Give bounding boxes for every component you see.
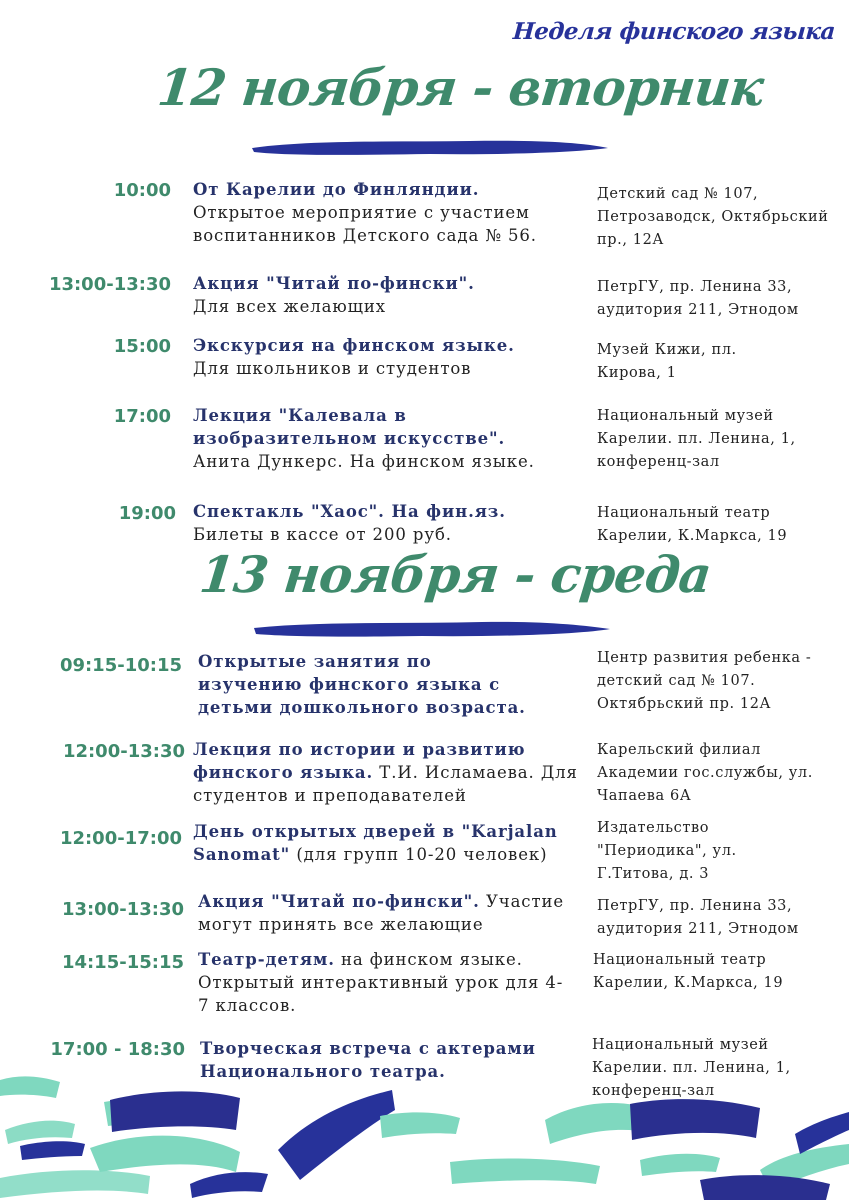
decorative-brush-strokes bbox=[0, 1060, 849, 1200]
event-description bbox=[198, 948, 573, 1017]
event-title: Спектакль "Хаос". На фин.яз. bbox=[193, 502, 506, 521]
event-desc: на финском языке. Открытый интерактивный урок для 4-7 классов. bbox=[198, 950, 564, 1015]
event-desc: Для всех желающих bbox=[193, 297, 386, 316]
event-desc: Для школьников и студентов bbox=[193, 359, 472, 378]
event-desc: Т.И. Исламаева. Для студентов и преподавателей bbox=[193, 763, 578, 805]
event-time: 12:00-13:30 bbox=[62, 741, 185, 762]
event-description bbox=[193, 178, 593, 247]
event-location: Национальный музей Карелии. пл. Ленина, 1, конференц-зал bbox=[592, 1037, 791, 1099]
event-title: Лекция "Калевала в изобразительном искусстве". bbox=[193, 406, 506, 448]
event-location: ПетрГУ, пр. Ленина 33, аудитория 211, Этнодом bbox=[597, 898, 799, 937]
event-time: 13:00-13:30 bbox=[61, 899, 184, 920]
event-time: 09:15-10:15 bbox=[59, 655, 182, 676]
event-description bbox=[193, 738, 578, 807]
event-desc: Открытое мероприятие с участием воспитанников Детского сада № 56. bbox=[193, 203, 537, 245]
event-title: От Карелии до Финляндии. bbox=[193, 180, 480, 199]
event-time: 14:15-15:15 bbox=[61, 952, 184, 973]
event-desc: Анита Дункерс. На финском языке. bbox=[193, 452, 535, 471]
brush-underline bbox=[252, 618, 612, 640]
event-desc: Участие могут принять все желающие bbox=[198, 892, 565, 934]
event-description bbox=[193, 334, 593, 380]
event-time: 17:00 bbox=[113, 406, 171, 427]
event-time: 19:00 bbox=[118, 503, 176, 524]
event-title: Театр-детям. bbox=[198, 950, 335, 969]
event-time: 13:00-13:30 bbox=[48, 274, 171, 295]
event-description bbox=[193, 500, 593, 546]
event-location: ПетрГУ, пр. Ленина 33, аудитория 211, Этнодом bbox=[597, 279, 799, 318]
event-title: Акция "Читай по-фински". bbox=[193, 274, 475, 293]
event-description bbox=[193, 404, 593, 473]
event-title: Акция "Читай по-фински". bbox=[198, 892, 480, 911]
day-title: 13 ноября - среда bbox=[196, 545, 714, 604]
event-time: 12:00-17:00 bbox=[59, 828, 182, 849]
event-description bbox=[198, 890, 593, 936]
event-title: Открытые занятия по изучению финского языка с детьми дошкольного возраста. bbox=[198, 652, 526, 717]
event-title: Творческая встреча с актерами Национального театра. bbox=[200, 1039, 536, 1081]
event-location: Национальный театр Карелии, К.Маркса, 19 bbox=[597, 505, 788, 544]
event-location: Детский сад № 107, Петрозаводск, Октябрьский пр., 12А bbox=[597, 186, 829, 248]
event-time: 10:00 bbox=[113, 180, 171, 201]
event-description bbox=[198, 650, 568, 719]
event-title: День открытых дверей в "Karjalan Sanomat" bbox=[193, 822, 558, 864]
event-time: 15:00 bbox=[113, 336, 171, 357]
event-desc: Билеты в кассе от 200 руб. bbox=[193, 525, 452, 544]
event-description bbox=[193, 272, 593, 318]
brush-underline bbox=[250, 136, 610, 158]
event-location: Центр развития ребенка - детский сад № 107. Октябрьский пр. 12А bbox=[597, 650, 812, 712]
event-location: Национальный театр Карелии, К.Маркса, 19 bbox=[593, 952, 784, 991]
event-desc: (для групп 10-20 человек) bbox=[296, 845, 548, 864]
event-description bbox=[193, 820, 593, 866]
event-location: Музей Кижи, пл. Кирова, 1 bbox=[597, 342, 737, 381]
event-title: Экскурсия на финском языке. bbox=[193, 336, 515, 355]
event-title: Лекция по истории и развитию финского языка. bbox=[193, 740, 526, 782]
page-header: Неделя финского языка bbox=[512, 18, 836, 45]
event-location: Национальный музей Карелии. пл. Ленина, 1, конференц-зал bbox=[597, 408, 796, 470]
day-title: 12 ноября - вторник bbox=[154, 58, 766, 117]
event-location: Карельский филиал Академии гос.службы, ул. Чапаева 6А bbox=[597, 742, 813, 804]
event-location: Издательство "Периодика", ул. Г.Титова, д. 3 bbox=[597, 820, 737, 882]
event-time: 17:00 - 18:30 bbox=[50, 1039, 185, 1060]
